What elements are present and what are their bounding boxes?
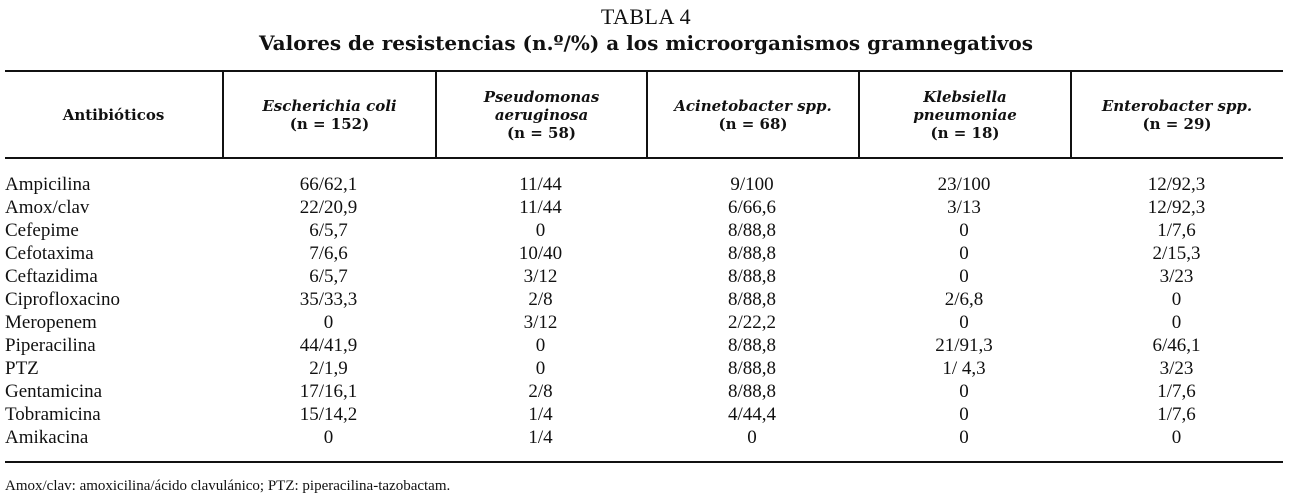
- resistance-value: 2/22,2: [727, 312, 777, 333]
- resistance-value: 11/44: [519, 174, 562, 195]
- resistance-value: 2/1,9: [309, 358, 348, 379]
- antibiotic-name: Tobramicina: [5, 404, 101, 425]
- table-row: [5, 426, 1283, 449]
- antibiotic-name: Cefotaxima: [5, 243, 94, 264]
- resistance-value: 1/7,6: [1157, 404, 1196, 425]
- header-escherichia-coli: [223, 72, 436, 157]
- header-antibiotics: [5, 72, 222, 157]
- resistance-value: 23/100: [937, 174, 991, 195]
- antibiotic-name: PTZ: [5, 358, 39, 379]
- organism-name-line2: pneumoniae: [913, 105, 1017, 124]
- header-klebsiella-pneumoniae: [859, 72, 1071, 157]
- organism-name-line2: aeruginosa: [494, 105, 589, 124]
- resistance-value: 2/15,3: [1152, 243, 1201, 264]
- resistance-value: 0: [959, 381, 969, 402]
- resistance-value: 1/4: [528, 404, 553, 425]
- resistance-value: 0: [323, 427, 334, 448]
- resistance-value: 2/8: [528, 381, 553, 402]
- resistance-value: 6/46,1: [1152, 335, 1201, 356]
- resistance-value: 8/88,8: [727, 289, 777, 310]
- resistance-value: 8/88,8: [727, 243, 777, 264]
- antibiotic-name: Ampicilina: [5, 174, 91, 195]
- table-row: [5, 311, 1283, 334]
- resistance-value: 0: [959, 312, 969, 333]
- table-row: [5, 219, 1283, 242]
- resistance-value: 0: [535, 358, 546, 379]
- antibiotic-name: Amox/clav: [5, 197, 90, 218]
- resistance-value: 3/12: [523, 312, 558, 333]
- table-row: [5, 334, 1283, 357]
- resistance-value: 3/23: [1159, 358, 1194, 379]
- resistance-value: 0: [1171, 427, 1182, 448]
- resistance-value: 66/62,1: [299, 174, 358, 195]
- organism-count: (n = 29): [1142, 114, 1212, 133]
- resistance-value: 0: [959, 266, 969, 287]
- resistance-value: 0: [323, 312, 334, 333]
- antibiotic-name: Amikacina: [5, 427, 89, 448]
- resistance-value: 10/40: [518, 243, 563, 264]
- table-row: [5, 288, 1283, 311]
- organism-name: Klebsiella: [923, 87, 1007, 106]
- resistance-value: 1/4: [528, 427, 553, 448]
- organism-name: Pseudomonas: [483, 87, 600, 106]
- header-pseudomonas-aeruginosa: [436, 72, 647, 157]
- resistance-value: 1/ 4,3: [942, 358, 986, 379]
- resistance-value: 6/5,7: [309, 220, 348, 241]
- resistance-value: 0: [959, 243, 969, 264]
- resistance-value: 2/8: [528, 289, 553, 310]
- resistance-value: 8/88,8: [727, 358, 777, 379]
- resistance-value: 0: [959, 404, 969, 425]
- organism-count: (n = 18): [930, 123, 1000, 142]
- resistance-value: 6/66,6: [727, 197, 777, 218]
- table-number: TABLA 4: [600, 4, 692, 29]
- resistance-value: 8/88,8: [727, 220, 777, 241]
- resistance-value: 0: [535, 335, 546, 356]
- resistance-value: 3/12: [523, 266, 558, 287]
- resistance-value: 2/6,8: [944, 289, 984, 310]
- resistance-value: 0: [959, 220, 969, 241]
- antibiotic-name: Gentamicina: [5, 381, 103, 402]
- resistance-value: 35/33,3: [299, 289, 358, 310]
- organism-count: (n = 152): [289, 114, 370, 133]
- antibiotic-name: Meropenem: [5, 312, 97, 333]
- header-enterobacter: [1071, 72, 1283, 157]
- table-footnote: Amox/clav: amoxicilina/ácido clavulánico; PTZ: piperacilina-tazobactam.: [5, 478, 451, 494]
- resistance-table: [5, 173, 1283, 449]
- resistance-value: 0: [747, 427, 757, 448]
- table-row: [5, 380, 1283, 403]
- resistance-value: 0: [1171, 312, 1182, 333]
- resistance-value: 0: [535, 220, 546, 241]
- resistance-value: 8/88,8: [727, 381, 777, 402]
- resistance-value: 1/7,6: [1157, 220, 1196, 241]
- table-row: [5, 196, 1283, 219]
- header-rule: [5, 157, 1283, 159]
- header-acinetobacter: [647, 72, 859, 157]
- resistance-value: 7/6,6: [309, 243, 348, 264]
- resistance-value: 9/100: [730, 174, 774, 195]
- organism-name: Escherichia coli: [262, 96, 397, 115]
- resistance-value: 8/88,8: [727, 335, 777, 356]
- table-row: [5, 357, 1283, 380]
- table-row: [5, 242, 1283, 265]
- organism-count: (n = 58): [507, 123, 576, 142]
- organism-count: (n = 68): [718, 114, 788, 133]
- table-row: [5, 173, 1283, 196]
- resistance-value: 22/20,9: [299, 197, 358, 218]
- resistance-value: 6/5,7: [309, 266, 348, 287]
- table-row: [5, 265, 1283, 288]
- resistance-value: 1/7,6: [1157, 381, 1196, 402]
- resistance-value: 15/14,2: [299, 404, 358, 425]
- resistance-value: 0: [1171, 289, 1182, 310]
- resistance-value: 4/44,4: [727, 404, 777, 425]
- bottom-rule: [5, 461, 1283, 463]
- table-title: Valores de resistencias (n.º/%) a los microorganismos gramnegativos: [258, 31, 1034, 55]
- antibiotic-name: Ceftazidima: [5, 266, 98, 287]
- header-antibiotics-label: Antibióticos: [62, 105, 165, 124]
- resistance-value: 21/91,3: [935, 335, 993, 356]
- resistance-value: 8/88,8: [727, 266, 777, 287]
- table-body: [5, 173, 1283, 449]
- antibiotic-name: Ciprofloxacino: [5, 289, 121, 310]
- resistance-value: 17/16,1: [299, 381, 358, 402]
- organism-name: Acinetobacter spp.: [674, 96, 832, 115]
- resistance-value: 3/13: [947, 197, 981, 218]
- resistance-value: 12/92,3: [1147, 174, 1206, 195]
- organism-name: Enterobacter spp.: [1101, 96, 1253, 115]
- table-row: [5, 403, 1283, 426]
- resistance-value: 12/92,3: [1147, 197, 1206, 218]
- resistance-value: 11/44: [519, 197, 562, 218]
- resistance-value: 0: [959, 427, 969, 448]
- resistance-value: 44/41,9: [299, 335, 358, 356]
- antibiotic-name: Piperacilina: [5, 335, 96, 356]
- resistance-value: 3/23: [1159, 266, 1194, 287]
- antibiotic-name: Cefepime: [5, 220, 79, 241]
